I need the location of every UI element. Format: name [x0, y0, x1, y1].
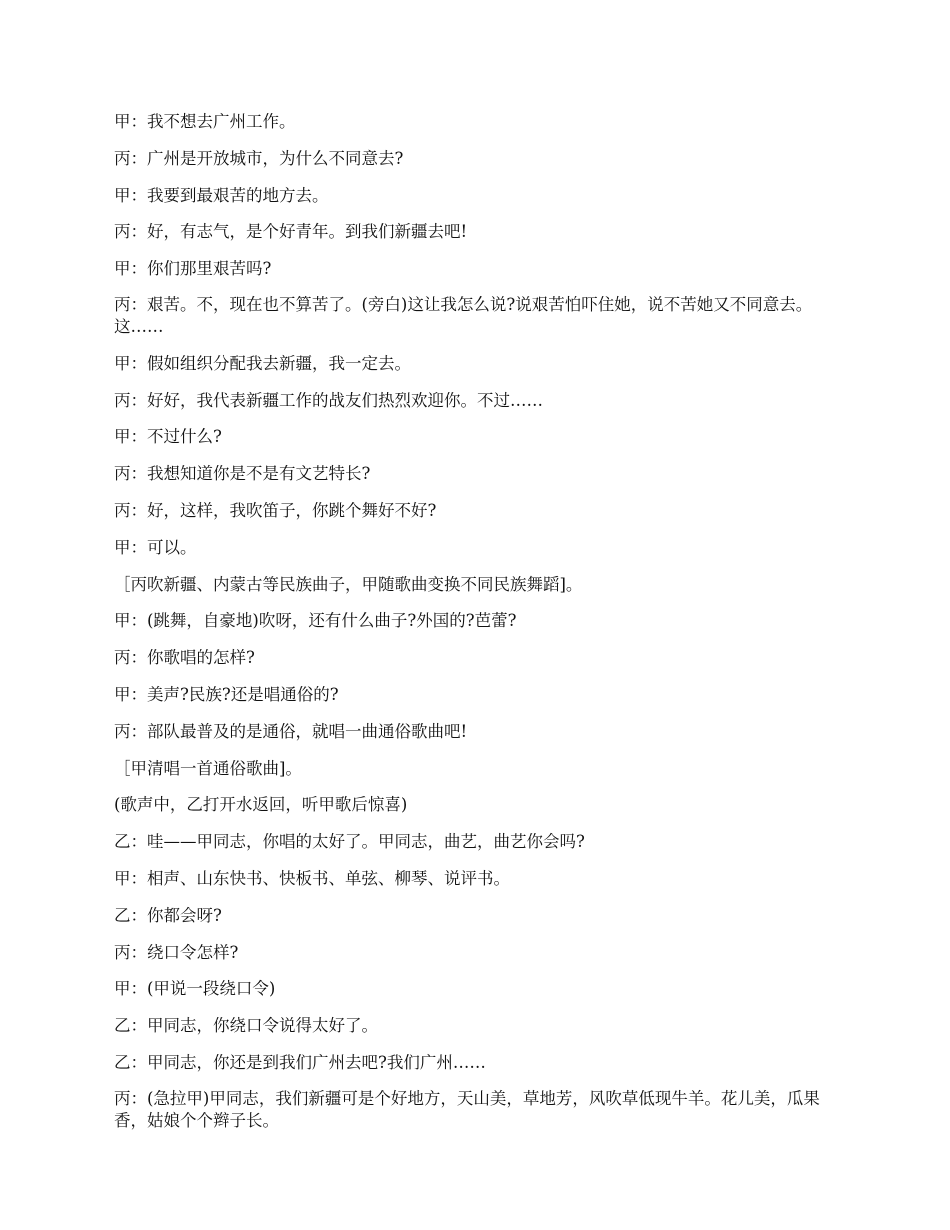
dialogue-line: 甲：我要到最艰苦的地方去。	[114, 185, 329, 205]
stage-direction: (歌声中，乙打开水返回，听甲歌后惊喜)	[114, 795, 408, 815]
dialogue-line: 丙：绕口令怎样?	[114, 942, 239, 962]
dialogue-line: 丙：我想知道你是不是有文艺特长?	[114, 464, 371, 484]
dialogue-line: 丙：你歌唱的怎样?	[114, 648, 255, 668]
dialogue-line: 甲：美声?民族?还是唱通俗的?	[114, 684, 339, 704]
dialogue-line: 甲：你们那里艰苦吗?	[114, 259, 272, 279]
dialogue-line: 丙：好好，我代表新疆工作的战友们热烈欢迎你。不过……	[114, 390, 543, 410]
dialogue-line: 乙：甲同志，你绕口令说得太好了。	[114, 1016, 378, 1036]
stage-direction: ［甲清唱一首通俗歌曲]。	[114, 758, 302, 778]
dialogue-line: 乙：你都会呀?	[114, 905, 222, 925]
dialogue-line: 甲：我不想去广州工作。	[114, 112, 296, 131]
dialogue-line: 丙：广州是开放城市，为什么不同意去?	[114, 148, 404, 168]
dialogue-line: 甲：假如组织分配我去新疆，我一定去。	[114, 353, 411, 373]
dialogue-line: 乙：哇——甲同志，你唱的太好了。甲同志，曲艺，曲艺你会吗?	[114, 832, 585, 852]
dialogue-line: 甲：相声、山东快书、快板书、单弦、柳琴、说评书。	[114, 868, 510, 888]
dialogue-line: 丙：艰苦。不，现在也不算苦了。(旁白)这让我怎么说?说艰苦怕吓住她，说不苦她又不同意去。这……	[114, 294, 813, 336]
stage-direction: ［丙吹新疆、内蒙古等民族曲子，甲随歌曲变换不同民族舞蹈]。	[114, 574, 583, 594]
dialogue-line: 甲：可以。	[114, 537, 197, 557]
dialogue-line: 甲：(甲说一段绕口令)	[114, 979, 276, 999]
dialogue-line: 丙：好，这样，我吹笛子，你跳个舞好不好?	[114, 500, 437, 520]
dialogue-line: 丙：部队最普及的是通俗，就唱一曲通俗歌曲吧!	[114, 721, 468, 741]
dialogue-line: 丙：好，有志气，是个好青年。到我们新疆去吧!	[114, 222, 468, 242]
script-text-body	[114, 110, 836, 1146]
dialogue-line: 甲：(跳舞，自豪地)吹呀，还有什么曲子?外国的?芭蕾?	[114, 611, 517, 631]
dialogue-line: 乙：甲同志，你还是到我们广州去吧?我们广州……	[114, 1052, 486, 1072]
dialogue-line: 丙：(急拉甲)甲同志，我们新疆可是个好地方，天山美，草地芳，风吹草低现牛羊。花儿美，瓜果香，姑娘个个辫子长。	[114, 1088, 820, 1130]
dialogue-line: 甲：不过什么?	[114, 427, 222, 447]
